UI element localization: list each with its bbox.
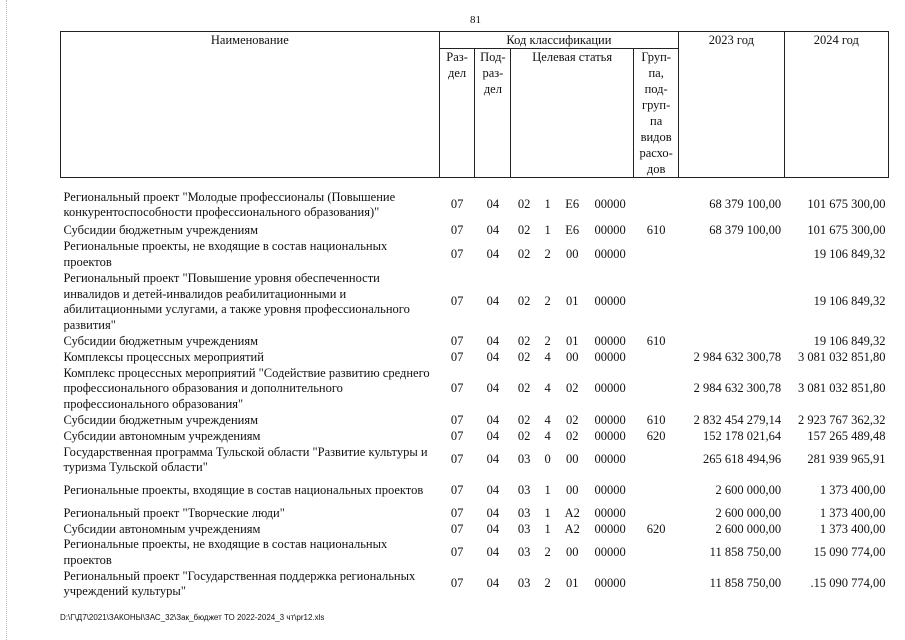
- row-target-program: 02: [517, 334, 531, 348]
- row-amount-2024: 15 090 774,00: [813, 544, 886, 559]
- row-amount-2023: 68 379 100,00: [709, 222, 782, 237]
- row-target-direction: 00: [565, 246, 579, 261]
- row-amount-2023: 265 618 494,96: [702, 452, 782, 467]
- row-amount-2024: 2 923 767 362,32: [798, 413, 886, 427]
- row-expense-group: [634, 239, 679, 270]
- row-target-code: 00000: [594, 381, 626, 396]
- row-section: 07: [450, 452, 464, 467]
- row-target-direction: E6: [565, 197, 580, 212]
- margin-marks: [6, 0, 11, 640]
- row-subsection: 04: [486, 222, 500, 237]
- row-name: Субсидии бюджетным учреждениям: [63, 334, 259, 348]
- row-amount-2024: .15 090 774,00: [810, 576, 886, 591]
- row-amount-2024: 1 373 400,00: [819, 506, 886, 520]
- row-subsection: 04: [486, 428, 500, 443]
- table-row: [61, 476, 889, 506]
- row-name: Субсидии автономным учреждениям: [63, 521, 261, 536]
- row-target-program: 02: [517, 222, 531, 237]
- row-section: 07: [450, 506, 464, 520]
- row-target-code: 00000: [594, 521, 626, 536]
- row-name: Региональный проект "Молодые профессионалы (Повышение конкурентоспособности профессионального образования)": [63, 189, 396, 219]
- row-subsection: 04: [486, 576, 500, 591]
- row-target-code: 00000: [594, 576, 626, 591]
- row-amount-2023: 152 178 021,64: [702, 428, 782, 443]
- row-subsection: 04: [486, 452, 500, 467]
- row-target-direction: 01: [565, 334, 579, 348]
- row-target-subprogram: 1: [544, 483, 551, 498]
- row-target-code: 00000: [594, 222, 626, 237]
- row-name: Комплексы процессных мероприятий: [63, 349, 264, 364]
- row-section: 07: [450, 334, 464, 348]
- table-body: [61, 178, 889, 601]
- row-target-code: 00000: [594, 452, 626, 467]
- row-target-direction: 02: [565, 428, 579, 443]
- row-amount-2024: 3 081 032 851,80: [798, 381, 886, 396]
- row-target-program: 02: [517, 381, 531, 396]
- row-target-code: 00000: [594, 246, 626, 261]
- header-code-group: Код классификации: [439, 32, 679, 49]
- row-target-direction: E6: [565, 222, 580, 237]
- row-amount-2023: 11 858 750,00: [709, 576, 782, 591]
- row-section: 07: [450, 483, 464, 498]
- row-target-direction: 00: [565, 544, 579, 559]
- row-expense-group: 620: [646, 521, 666, 536]
- row-target-subprogram: 1: [544, 506, 551, 520]
- header-name: Наименование: [61, 32, 440, 178]
- row-section: 07: [450, 521, 464, 536]
- row-target-subprogram: 4: [544, 349, 551, 364]
- row-amount-2024: 101 675 300,00: [807, 197, 886, 212]
- row-amount-2024: 157 265 489,48: [807, 428, 886, 443]
- row-target-code: 00000: [594, 428, 626, 443]
- row-target-code: 00000: [594, 349, 626, 364]
- row-section: 07: [450, 576, 464, 591]
- row-amount-2024: 3 081 032 851,80: [798, 349, 886, 364]
- row-target-program: 02: [517, 294, 531, 309]
- row-target-subprogram: 2: [544, 334, 551, 348]
- row-target-program: 02: [517, 349, 531, 364]
- row-subsection: 04: [486, 544, 500, 559]
- row-amount-2023: 2 600 000,00: [715, 521, 782, 536]
- row-target-direction: A2: [564, 506, 580, 520]
- row-expense-group: [634, 444, 679, 476]
- row-target-subprogram: 4: [544, 413, 551, 427]
- row-amount-2024: 19 106 849,32: [813, 246, 886, 261]
- row-section: 07: [450, 544, 464, 559]
- table-row: [61, 239, 889, 270]
- row-amount-2023: [679, 270, 784, 334]
- row-expense-group: [634, 537, 679, 568]
- row-expense-group: [634, 568, 679, 600]
- row-amount-2023: 2 832 454 279,14: [693, 413, 782, 427]
- row-target-subprogram: 1: [544, 197, 551, 212]
- row-name: Региональный проект "Государственная поддержка региональных учреждений культуры": [63, 568, 416, 598]
- row-target-direction: A2: [564, 521, 580, 536]
- row-amount-2023: 2 984 632 300,78: [693, 381, 782, 396]
- table-row: [61, 365, 889, 413]
- row-subsection: 04: [486, 334, 500, 348]
- row-section: 07: [450, 222, 464, 237]
- row-target-direction: 01: [565, 576, 579, 591]
- header-year-2023: 2023 год: [679, 32, 784, 178]
- row-target-subprogram: 2: [544, 576, 551, 591]
- row-target-direction: 00: [565, 452, 579, 467]
- row-amount-2023: 2 600 000,00: [715, 483, 782, 498]
- table-row: [61, 429, 889, 445]
- table-row: [61, 188, 889, 222]
- row-target-subprogram: 4: [544, 381, 551, 396]
- row-name: Субсидии бюджетным учреждениям: [63, 413, 259, 427]
- row-target-program: 02: [517, 428, 531, 443]
- row-target-program: 03: [517, 576, 531, 591]
- row-section: 07: [450, 381, 464, 396]
- row-name: Региональные проекты, не входящие в состав национальных проектов: [63, 537, 388, 567]
- row-subsection: 04: [486, 521, 500, 536]
- row-target-program: 02: [517, 197, 531, 212]
- table-row: [61, 568, 889, 600]
- row-amount-2023: 2 984 632 300,78: [693, 349, 782, 364]
- row-name: Комплекс процессных мероприятий "Содействие развитию среднего профессионального образования и дополнительного профессионального образования": [63, 365, 430, 411]
- row-target-code: 00000: [594, 294, 626, 309]
- row-target-program: 02: [517, 413, 531, 427]
- row-subsection: 04: [486, 413, 500, 427]
- row-target-direction: 00: [565, 349, 579, 364]
- row-target-code: 00000: [594, 334, 626, 348]
- footer-file-path: D:\Г\Д7\2021\ЗАКОНЫ\ЗАС_32\Зак_бюджет ТО 2022-2024_3 чт\pr12.xls: [60, 613, 325, 622]
- row-section: 07: [450, 294, 464, 309]
- row-amount-2024: 1 373 400,00: [819, 521, 886, 536]
- table-row: [61, 506, 889, 522]
- row-name: Субсидии бюджетным учреждениям: [63, 222, 259, 237]
- row-section: 07: [450, 197, 464, 212]
- row-expense-group: [634, 350, 679, 366]
- row-expense-group: 610: [646, 222, 666, 237]
- row-target-code: 00000: [594, 197, 626, 212]
- row-expense-group: [634, 270, 679, 334]
- row-target-subprogram: 2: [544, 294, 551, 309]
- row-expense-group: [634, 506, 679, 522]
- row-target-program: 02: [517, 246, 531, 261]
- row-amount-2023: 11 858 750,00: [709, 544, 782, 559]
- header-section: Раз- дел: [439, 49, 475, 178]
- row-target-subprogram: 2: [544, 544, 551, 559]
- row-target-code: 00000: [594, 506, 626, 520]
- row-amount-2024: 19 106 849,32: [813, 294, 886, 309]
- row-name: Региональные проекты, входящие в состав национальных проектов: [63, 483, 424, 498]
- row-subsection: 04: [486, 381, 500, 396]
- row-section: 07: [450, 428, 464, 443]
- row-target-code: 00000: [594, 413, 626, 427]
- row-target-program: 03: [517, 506, 531, 520]
- row-subsection: 04: [486, 197, 500, 212]
- row-target-code: 00000: [594, 483, 626, 498]
- page-number: 81: [470, 14, 481, 26]
- row-target-program: 03: [517, 521, 531, 536]
- header-year-2024: 2024 год: [784, 32, 888, 178]
- row-amount-2023: [679, 334, 784, 350]
- header-subsection: Под- раз- дел: [475, 49, 511, 178]
- row-subsection: 04: [486, 506, 500, 520]
- row-amount-2024: 19 106 849,32: [813, 334, 886, 348]
- row-target-program: 03: [517, 483, 531, 498]
- row-target-subprogram: 1: [544, 521, 551, 536]
- row-name: Региональные проекты, не входящие в состав национальных проектов: [63, 239, 388, 269]
- row-amount-2023: [679, 239, 784, 270]
- row-target-direction: 02: [565, 413, 579, 427]
- table-row: [61, 522, 889, 538]
- table-row: [61, 270, 889, 334]
- table-row: [61, 444, 889, 476]
- row-name: Государственная программа Тульской области "Развитие культуры и туризма Тульской области": [63, 444, 428, 474]
- table-row: [61, 334, 889, 350]
- row-subsection: 04: [486, 294, 500, 309]
- row-target-program: 03: [517, 452, 531, 467]
- row-target-subprogram: 0: [544, 452, 551, 467]
- table-row: [61, 350, 889, 366]
- row-target-direction: 02: [565, 381, 579, 396]
- header-target-article: Целевая статья: [511, 49, 634, 178]
- row-target-subprogram: 2: [544, 246, 551, 261]
- row-amount-2024: 101 675 300,00: [807, 222, 886, 237]
- row-expense-group: [634, 365, 679, 413]
- row-target-program: 03: [517, 544, 531, 559]
- row-amount-2024: 1 373 400,00: [819, 483, 886, 498]
- row-name: Субсидии автономным учреждениям: [63, 428, 261, 443]
- row-name: Региональный проект "Повышение уровня обеспеченности инвалидов и детей-инвалидов реабилитационными и абилитационными услугами, а также уровня профессионального развития": [63, 271, 410, 332]
- row-amount-2023: 68 379 100,00: [709, 197, 782, 212]
- row-expense-group: 620: [646, 428, 666, 443]
- row-subsection: 04: [486, 349, 500, 364]
- row-section: 07: [450, 246, 464, 261]
- row-subsection: 04: [486, 483, 500, 498]
- row-target-code: 00000: [594, 544, 626, 559]
- row-target-subprogram: 4: [544, 428, 551, 443]
- row-target-direction: 01: [565, 294, 579, 309]
- table-row: [61, 537, 889, 568]
- row-name: Региональный проект "Творческие люди": [63, 506, 285, 520]
- row-section: 07: [450, 413, 464, 427]
- row-section: 07: [450, 349, 464, 364]
- row-expense-group: [634, 188, 679, 222]
- row-amount-2024: 281 939 965,91: [807, 452, 886, 467]
- header-expense-group: Груп- па, под- груп- па видов расхо- дов: [634, 49, 679, 178]
- row-expense-group: 610: [646, 413, 666, 427]
- row-expense-group: 610: [646, 334, 666, 348]
- row-target-direction: 00: [565, 483, 579, 498]
- row-subsection: 04: [486, 246, 500, 261]
- row-target-subprogram: 1: [544, 222, 551, 237]
- table-row: [61, 222, 889, 239]
- row-expense-group: [634, 476, 679, 506]
- row-amount-2023: 2 600 000,00: [715, 506, 782, 520]
- budget-table: [60, 31, 889, 600]
- table-row: [61, 413, 889, 429]
